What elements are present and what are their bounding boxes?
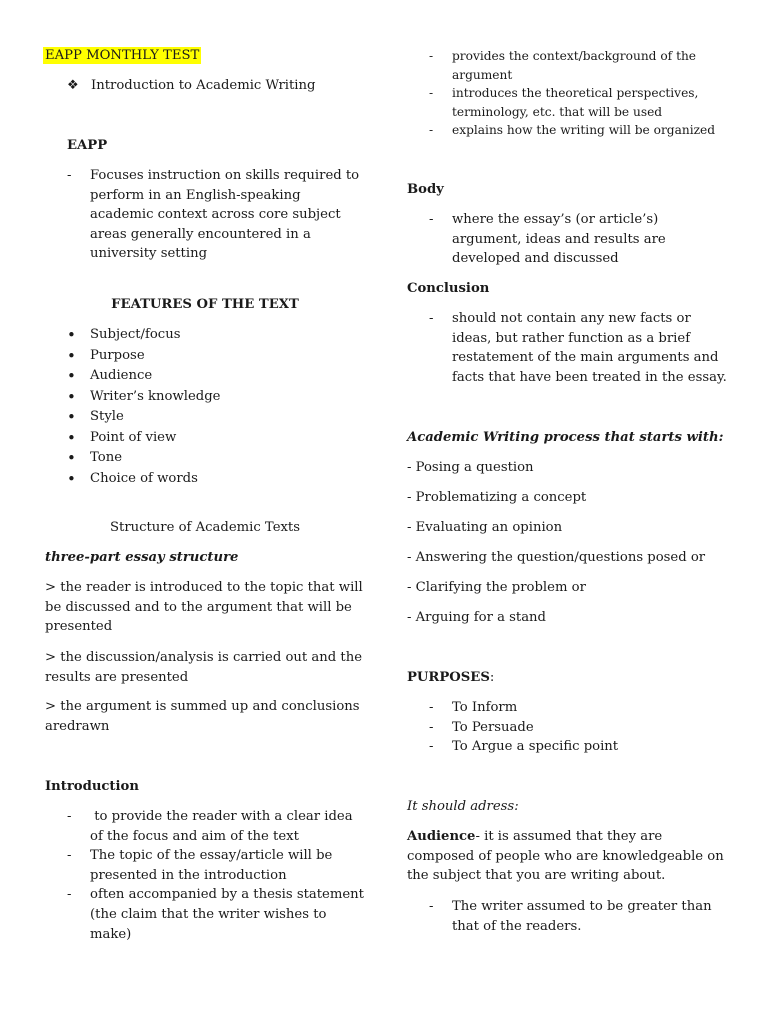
- list-item: - often accompanied by a thesis statement (the claim that the writer wishes to make): [45, 885, 365, 944]
- list-item: - provides the context/background of the argument: [407, 47, 727, 84]
- intro-continued-list: [407, 47, 727, 140]
- structure-heading: Structure of Academic Texts: [109, 520, 301, 535]
- purposes-list: [407, 698, 727, 757]
- list-item: • Point of view: [45, 428, 365, 449]
- part-paragraph: > the discussion/analysis is carried out and the results are presented: [45, 650, 362, 685]
- list-item: - To Persuade: [407, 718, 727, 738]
- body-list: [407, 210, 727, 269]
- list-item: • Choice of words: [45, 469, 365, 490]
- conclusion-heading: Conclusion: [407, 281, 490, 296]
- list-item: • Purpose: [45, 346, 365, 367]
- audience-label: Audience: [407, 829, 476, 844]
- list-item: - Focuses instruction on skills required to perform in an English-speaking academic context across core subject areas generally encountered in a university setting: [45, 166, 365, 264]
- list-item: • Audience: [45, 366, 365, 387]
- process-item: - Clarifying the problem or: [407, 580, 586, 595]
- subtitle-line: [67, 76, 315, 96]
- part-paragraph: > the argument is summed up and conclusions aredrawn: [45, 699, 360, 734]
- body-heading: Body: [407, 182, 444, 197]
- list-item: - where the essay’s (or article’s) argument, ideas and results are developed and discussed: [407, 210, 727, 269]
- list-item: - The topic of the essay/article will be presented in the introduction: [45, 846, 365, 885]
- list-item: • Writer’s knowledge: [45, 387, 365, 408]
- process-item: - Posing a question: [407, 460, 534, 475]
- three-part-heading: three-part essay structure: [45, 550, 239, 565]
- process-heading: Academic Writing process that starts with:: [407, 430, 724, 445]
- list-item: - To Inform: [407, 698, 727, 718]
- eapp-heading: EAPP: [67, 138, 108, 153]
- process-item: - Evaluating an opinion: [407, 520, 563, 535]
- purposes-heading-text: PURPOSES: [407, 670, 490, 685]
- audience-list: [407, 897, 727, 936]
- doc-title: [45, 46, 201, 66]
- diamond-bullet-icon: ❖: [67, 78, 79, 93]
- features-heading: FEATURES OF THE TEXT: [111, 297, 299, 312]
- intro-heading: Introduction: [45, 779, 139, 794]
- list-item: • Subject/focus: [45, 325, 365, 346]
- list-item: • Tone: [45, 448, 365, 469]
- audience-paragraph: [407, 827, 727, 886]
- subtitle-text: Introduction to Academic Writing: [91, 78, 316, 93]
- process-item: - Arguing for a stand: [407, 610, 546, 625]
- list-item: • Style: [45, 407, 365, 428]
- process-item: - Answering the question/questions posed or: [407, 550, 706, 565]
- conclusion-list: [407, 309, 727, 387]
- process-item: - Problematizing a concept: [407, 490, 587, 505]
- doc-title-text: EAPP MONTHLY TEST: [45, 48, 200, 63]
- part-paragraph: > the reader is introduced to the topic that will be discussed and to the argument that will be presented: [45, 580, 363, 635]
- audience-text: - it is assumed that they are composed of people who are knowledgeable on the subject that you are writing about.: [407, 829, 724, 884]
- intro-list: [45, 807, 365, 944]
- address-heading: It should adress:: [407, 799, 519, 814]
- purposes-colon: :: [489, 670, 495, 685]
- list-item: - The writer assumed to be greater than that of the readers.: [407, 897, 727, 936]
- list-item: - To Argue a specific point: [407, 737, 727, 757]
- list-item: - to provide the reader with a clear idea of the focus and aim of the text: [45, 807, 365, 846]
- features-list: [45, 325, 365, 489]
- purposes-heading: [407, 668, 494, 688]
- list-item: - explains how the writing will be organized: [407, 121, 727, 140]
- list-item: - introduces the theoretical perspectives, terminology, etc. that will be used: [407, 84, 727, 121]
- eapp-list: [45, 166, 365, 264]
- list-item: - should not contain any new facts or ideas, but rather function as a brief restatement of the main arguments and facts that have been treated in the essay.: [407, 309, 727, 387]
